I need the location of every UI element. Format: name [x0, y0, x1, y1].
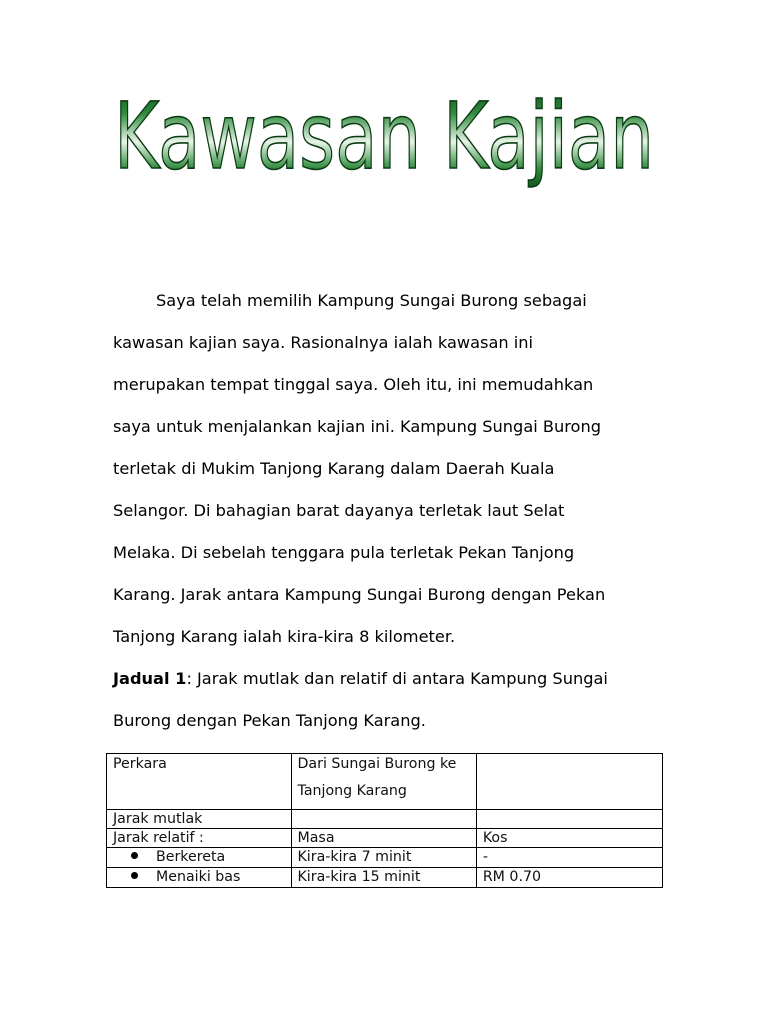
- bullet-icon: [131, 872, 138, 879]
- caption-line: [113, 658, 673, 700]
- table-caption: [113, 658, 673, 742]
- paragraph-line: Melaka. Di sebelah tenggara pula terletak Pekan Tanjong: [113, 543, 575, 562]
- paragraph-line: Selangor. Di bahagian barat dayanya terletak laut Selat: [113, 501, 565, 520]
- table-header-cell: [291, 754, 476, 810]
- title-wordart: [64, 66, 704, 206]
- paragraph-line: Saya telah memilih Kampung Sungai Burong sebagai: [156, 291, 587, 310]
- table-row: [107, 829, 663, 848]
- bullet-icon: [131, 852, 138, 859]
- header-line: Tanjong Karang: [297, 783, 407, 799]
- caption-label: Jadual 1: [113, 669, 187, 688]
- document-title: Kawasan Kajian: [114, 83, 654, 190]
- document-body: [113, 280, 673, 742]
- table-cell: RM 0.70: [476, 868, 662, 888]
- table-row: [107, 848, 663, 868]
- paragraph-line: saya untuk menjalankan kajian ini. Kampung Sungai Burong: [113, 417, 601, 436]
- table-header-row: [107, 754, 663, 810]
- paragraph-line: Karang. Jarak antara Kampung Sungai Burong dengan Pekan: [113, 585, 606, 604]
- bullet-text: Berkereta: [156, 849, 226, 865]
- caption-line: Burong dengan Pekan Tanjong Karang.: [113, 711, 426, 730]
- intro-paragraph-continued: [113, 322, 673, 658]
- title-block: [0, 66, 768, 206]
- table-cell: Jarak relatif :: [107, 829, 292, 848]
- table-row: [107, 868, 663, 888]
- table-header-cell: [476, 754, 662, 810]
- table-header-cell: Perkara: [107, 754, 292, 810]
- table-row: [107, 810, 663, 829]
- table-cell: [107, 868, 292, 888]
- table-cell: [291, 810, 476, 829]
- table-cell: -: [476, 848, 662, 868]
- table-cell: Jarak mutlak: [107, 810, 292, 829]
- paragraph-line: Tanjong Karang ialah kira-kira 8 kilometer.: [113, 627, 456, 646]
- table-cell: [476, 810, 662, 829]
- table-cell: Masa: [291, 829, 476, 848]
- paragraph-line: kawasan kajian saya. Rasionalnya ialah kawasan ini: [113, 333, 534, 352]
- distance-table: [106, 753, 663, 888]
- header-line: Dari Sungai Burong ke: [297, 756, 457, 772]
- paragraph-line: merupakan tempat tinggal saya. Oleh itu, ini memudahkan: [113, 375, 594, 394]
- intro-paragraph: [113, 280, 673, 322]
- table-cell: Kira-kira 7 minit: [291, 848, 476, 868]
- table-cell: [107, 848, 292, 868]
- paragraph-line: terletak di Mukim Tanjong Karang dalam Daerah Kuala: [113, 459, 555, 478]
- caption-text: : Jarak mutlak dan relatif di antara Kampung Sungai: [186, 669, 608, 688]
- table-cell: Kira-kira 15 minit: [291, 868, 476, 888]
- bullet-text: Menaiki bas: [156, 869, 241, 885]
- table-cell: Kos: [476, 829, 662, 848]
